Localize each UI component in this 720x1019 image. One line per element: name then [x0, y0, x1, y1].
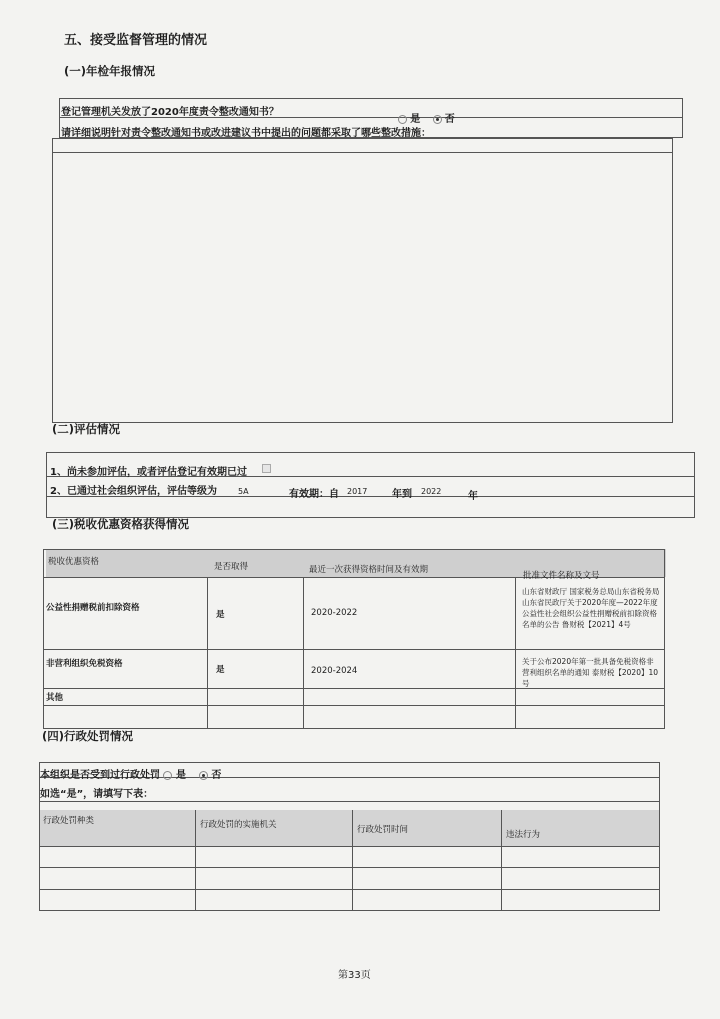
penalty-header-type: 行政处罚种类	[43, 816, 95, 826]
tax-row-3-name: 其他	[46, 693, 64, 703]
tax-row-1-obtained: 是	[216, 610, 225, 620]
evaluation-row-2: 2、已通过社会组织评估，评估等级为	[50, 486, 217, 497]
evaluation-from-year: 2017	[347, 487, 368, 496]
penalty-question: 本组织是否受到过行政处罚	[40, 770, 160, 781]
tax-row-2-period: 2020-2024	[311, 666, 358, 676]
radio-no[interactable]	[433, 115, 442, 124]
rectification-radio-group	[398, 110, 455, 125]
rectification-question: 登记管理机关发放了2020年度责令整改通知书？	[61, 107, 279, 118]
evaluation-to-label: 年到	[392, 489, 412, 500]
page-number: 第33页	[338, 970, 371, 981]
tax-row-2-name: 非营利组织免税资格	[46, 659, 123, 669]
tax-row-1-name: 公益性捐赠税前扣除资格	[46, 603, 140, 613]
penalty-radio-yes-label: 是	[175, 770, 186, 781]
tax-header-qualification: 税收优惠资格	[48, 557, 100, 567]
penalty-note: 如选“是”，请填写下表：	[40, 789, 154, 800]
tax-row-1-period: 2020-2022	[311, 608, 358, 618]
penalty-title: (四)行政处罚情况	[42, 729, 134, 743]
evaluation-level: 5A	[238, 487, 249, 496]
evaluation-year-label: 年	[468, 491, 478, 502]
evaluation-to-year: 2022	[421, 487, 442, 496]
tax-header-period: 最近一次获得资格时间及有效期	[309, 565, 429, 575]
tax-row-1-doc: 山东省财政厅 国家税务总局山东省税务局 山东省民政厅关于2020年度—2022年度公益性社会组织公益性捐赠税前扣除资格名单的公告 鲁财税【2021】4号	[522, 587, 660, 629]
radio-no-label: 否	[444, 114, 455, 125]
penalty-radio-yes[interactable]	[163, 771, 172, 780]
evaluation-title: (二)评估情况	[52, 422, 121, 436]
penalty-header-violation: 违法行为	[506, 830, 541, 840]
evaluation-valid-label: 有效期：自	[289, 489, 339, 500]
tax-row-2-doc: 关于公布2020年第一批具备免税资格非营利组织名单的通知 泰财税【2020】10号	[522, 657, 659, 688]
penalty-radio-no-label: 否	[211, 770, 222, 781]
tax-title: (三)税收优惠资格获得情况	[52, 517, 190, 531]
radio-yes[interactable]	[398, 115, 407, 124]
rectification-detail-label: 请详细说明针对责令整改通知书或改进建议书中提出的问题都采取了哪些整改措施：	[61, 128, 431, 139]
tax-header-document: 批准文件名称及文号	[523, 571, 600, 581]
radio-yes-label: 是	[410, 114, 421, 125]
penalty-radio-no[interactable]	[199, 771, 208, 780]
tax-row-2-obtained: 是	[216, 665, 225, 675]
section-title: 五、接受监督管理的情况	[64, 33, 208, 48]
annual-check-title: (一)年检年报情况	[64, 64, 156, 78]
rectification-detail-field[interactable]	[52, 138, 673, 423]
evaluation-checkbox[interactable]	[262, 464, 271, 473]
evaluation-row-1: 1、尚未参加评估，或者评估登记有效期已过	[50, 467, 247, 478]
tax-header-obtained: 是否取得	[214, 562, 249, 572]
penalty-header-authority: 行政处罚的实施机关	[200, 820, 277, 830]
penalty-header-time: 行政处罚时间	[357, 825, 409, 835]
penalty-question-row	[40, 766, 221, 781]
